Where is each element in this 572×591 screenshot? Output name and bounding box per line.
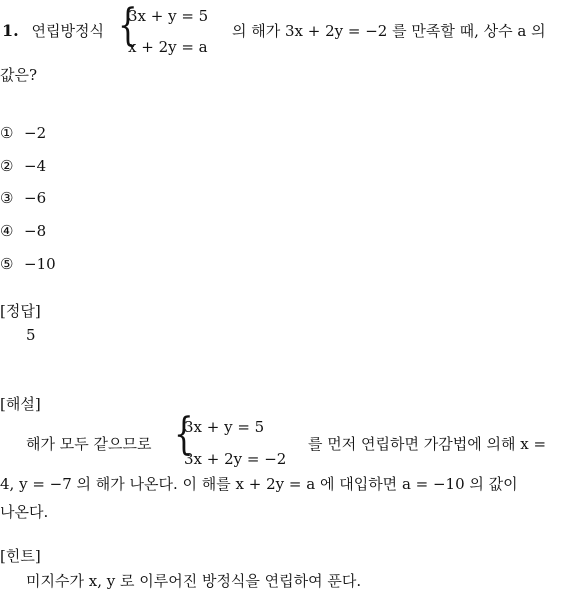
system-brace: { xyxy=(174,409,194,460)
choice-mark: ④ xyxy=(0,222,14,240)
question-line-2: 값은? xyxy=(0,66,38,84)
choice-value: −2 xyxy=(24,124,47,142)
system-eq-2: 3x + 2y = −2 xyxy=(184,450,287,468)
choice-2[interactable] xyxy=(0,157,46,175)
question-number: 1. xyxy=(2,21,19,40)
choice-mark: ⑤ xyxy=(0,255,14,273)
question-prefix: 연립방정식 xyxy=(31,22,104,40)
choice-mark: ① xyxy=(0,124,14,142)
choice-value: −10 xyxy=(24,255,56,273)
choice-3[interactable] xyxy=(0,189,46,207)
explanation-label: [해설] xyxy=(0,395,41,413)
question-line-1 xyxy=(2,20,104,41)
system-brace: { xyxy=(118,0,138,51)
choice-1[interactable] xyxy=(0,124,46,142)
choice-value: −8 xyxy=(24,222,47,240)
explanation-line-1-prefix: 해가 모두 같으므로 xyxy=(26,435,152,453)
explanation-line-2: 4, y = −7 의 해가 나온다. 이 해를 x + 2y = a 에 대입하면 a = −10 의 값이 xyxy=(0,475,518,493)
choice-mark: ③ xyxy=(0,189,14,207)
hint-label: [힌트] xyxy=(0,547,41,565)
choice-4[interactable] xyxy=(0,222,46,240)
answer-value: 5 xyxy=(26,326,36,344)
system-eq-1: 3x + y = 5 xyxy=(184,418,265,436)
choice-value: −6 xyxy=(24,189,47,207)
question-system xyxy=(118,0,238,60)
answer-label: [정답] xyxy=(0,302,41,320)
explanation-line-1-suffix: 를 먼저 연립하면 가감법에 의해 x = xyxy=(308,435,547,453)
choice-value: −4 xyxy=(24,157,47,175)
system-eq-1: 3x + y = 5 xyxy=(128,7,209,25)
explanation-system xyxy=(174,409,304,469)
system-eq-2: x + 2y = a xyxy=(128,38,208,56)
choice-5[interactable] xyxy=(0,255,56,273)
question-suffix: 의 해가 3x + 2y = −2 를 만족할 때, 상수 a 의 xyxy=(232,22,546,40)
hint-text: 미지수가 x, y 로 이루어진 방정식을 연립하여 푼다. xyxy=(26,572,362,590)
choice-mark: ② xyxy=(0,157,14,175)
explanation-line-3: 나온다. xyxy=(0,503,49,521)
